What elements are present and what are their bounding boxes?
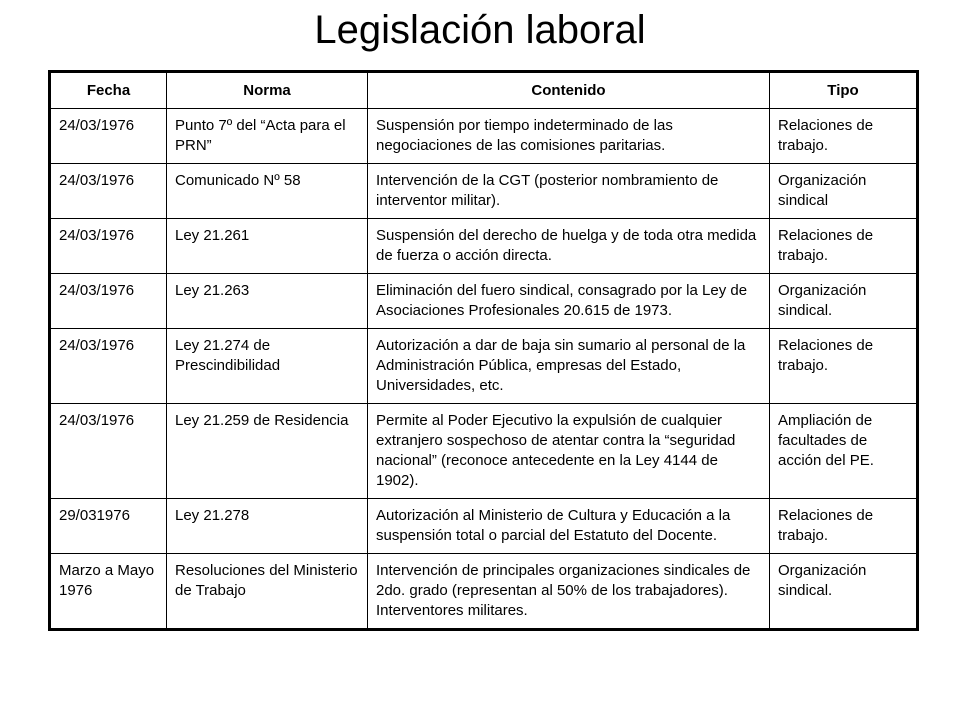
cell-fecha: 24/03/1976 — [50, 164, 167, 219]
cell-contenido: Suspensión por tiempo indeterminado de las negociaciones de las comisiones paritarias. — [368, 109, 770, 164]
page-title: Legislación laboral — [314, 8, 646, 52]
cell-norma: Ley 21.259 de Residencia — [167, 404, 368, 499]
cell-norma: Resoluciones del Ministerio de Trabajo — [167, 554, 368, 630]
cell-tipo: Organización sindical. — [770, 274, 918, 329]
table-row — [50, 499, 918, 554]
cell-tipo: Relaciones de trabajo. — [770, 109, 918, 164]
table-row — [50, 554, 918, 630]
column-header-tipo: Tipo — [770, 72, 918, 109]
column-header-contenido: Contenido — [368, 72, 770, 109]
table-row — [50, 329, 918, 404]
table-row — [50, 109, 918, 164]
cell-fecha: 24/03/1976 — [50, 329, 167, 404]
cell-norma: Punto 7º del “Acta para el PRN” — [167, 109, 368, 164]
cell-contenido: Permite al Poder Ejecutivo la expulsión de cualquier extranjero sospechoso de atentar contra la “seguridad nacional” (reconoce antecedente en la Ley 4144 de 1902). — [368, 404, 770, 499]
legislation-table — [48, 70, 919, 631]
cell-fecha: Marzo a Mayo 1976 — [50, 554, 167, 630]
cell-tipo: Relaciones de trabajo. — [770, 219, 918, 274]
cell-contenido: Intervención de principales organizaciones sindicales de 2do. grado (representan al 50% de los trabajadores). Interventores militares. — [368, 554, 770, 630]
column-header-norma: Norma — [167, 72, 368, 109]
table-row — [50, 164, 918, 219]
cell-tipo: Organización sindical. — [770, 554, 918, 630]
table-header-row — [50, 72, 918, 109]
cell-tipo: Relaciones de trabajo. — [770, 329, 918, 404]
cell-contenido: Autorización a dar de baja sin sumario al personal de la Administración Pública, empresas del Estado, Universidades, etc. — [368, 329, 770, 404]
table-row — [50, 274, 918, 329]
cell-contenido: Intervención de la CGT (posterior nombramiento de interventor militar). — [368, 164, 770, 219]
cell-fecha: 24/03/1976 — [50, 404, 167, 499]
cell-tipo: Ampliación de facultades de acción del PE. — [770, 404, 918, 499]
cell-tipo: Organización sindical — [770, 164, 918, 219]
table-row — [50, 404, 918, 499]
cell-contenido: Suspensión del derecho de huelga y de toda otra medida de fuerza o acción directa. — [368, 219, 770, 274]
cell-norma: Ley 21.274 de Prescindibilidad — [167, 329, 368, 404]
cell-fecha: 29/031976 — [50, 499, 167, 554]
cell-norma: Ley 21.261 — [167, 219, 368, 274]
column-header-fecha: Fecha — [50, 72, 167, 109]
cell-fecha: 24/03/1976 — [50, 274, 167, 329]
cell-tipo: Relaciones de trabajo. — [770, 499, 918, 554]
cell-contenido: Autorización al Ministerio de Cultura y Educación a la suspensión total o parcial del Estatuto del Docente. — [368, 499, 770, 554]
cell-norma: Comunicado Nº 58 — [167, 164, 368, 219]
cell-norma: Ley 21.263 — [167, 274, 368, 329]
table-row — [50, 219, 918, 274]
cell-fecha: 24/03/1976 — [50, 109, 167, 164]
cell-norma: Ley 21.278 — [167, 499, 368, 554]
cell-contenido: Eliminación del fuero sindical, consagrado por la Ley de Asociaciones Profesionales 20.615 de 1973. — [368, 274, 770, 329]
cell-fecha: 24/03/1976 — [50, 219, 167, 274]
